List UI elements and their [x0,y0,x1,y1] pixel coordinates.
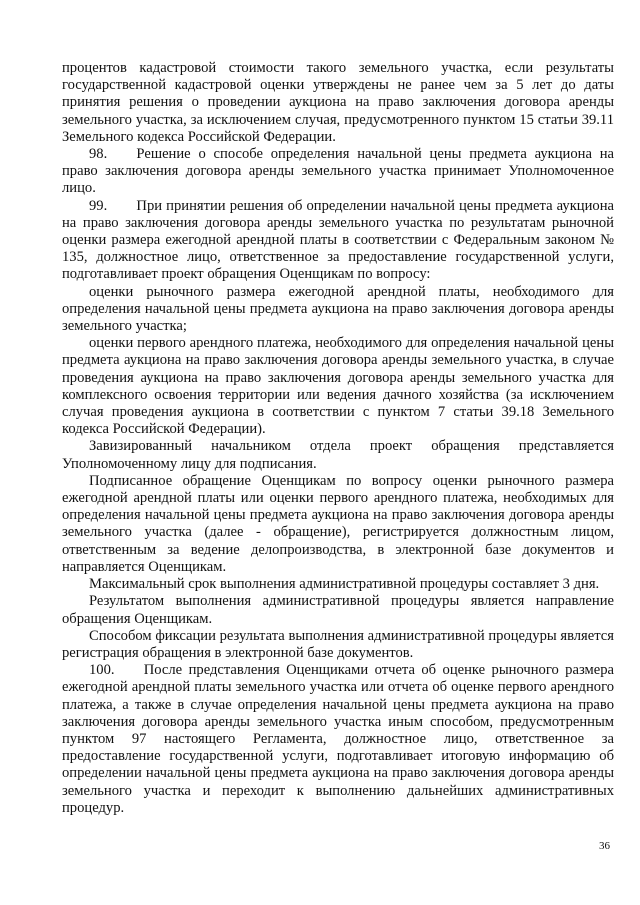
paragraph-99: 99. При принятии решения об определении начальной цены предмета аукциона на право заключения договора аренды земельного участка по результатам рыночной оценки размера ежегодной арендной платы в соответствии с Федеральным законом № 135, должностное лицо, ответственное за предоставление государственной услуги, подготавливает проект обращения Оценщикам по вопросу: [62,197,614,283]
paragraph: Способом фиксации результата выполнения административной процедуры является регистрация обращения в электронной базе документов. [62,627,614,661]
page-number: 36 [599,840,610,852]
paragraph-100: 100. После представления Оценщиками отчета об оценке рыночного размера ежегодной арендной платы земельного участка или отчета об оценке первого арендного платежа, а также в случае определения начальной цены предмета аукциона на право заключения договора аренды земельного участка иным способом, предусмотренным пунктом 97 настоящего Регламента, должностное лицо, ответственное за предоставление государственной услуги, подготавливает итоговую информацию об определении начальной цены предмета аукциона на право заключения договора аренды земельного участка и переходит к выполнению дальнейших административных процедур. [62,662,614,816]
paragraph-98: 98. Решение о способе определения начальной цены предмета аукциона на право заключения договора аренды земельного участка принимает Уполномоченное лицо. [62,146,614,197]
paragraph: Результатом выполнения административной процедуры является направление обращения Оценщикам. [62,593,614,627]
paragraph: процентов кадастровой стоимости такого земельного участка, если результаты государственной кадастровой оценки утверждены не ранее чем за 5 лет до даты принятия решения о проведении аукциона на право заключения договора аренды земельного участка, за исключением случая, предусмотренного пунктом 15 статьи 39.11 Земельного кодекса Российской Федерации. [62,60,614,145]
paragraph: оценки рыночного размера ежегодной арендной платы, необходимого для определения начальной цены предмета аукциона на право заключения договора аренды земельного участка; [62,283,614,335]
paragraph: оценки первого арендного платежа, необходимого для определения начальной цены предмета аукциона на право заключения договора аренды земельного участка, в случае проведения аукциона на право заключения договора аренды земельного участка для комплексного освоения территории или ведения дачного хозяйства (за исключением случая проведения аукциона в соответствии с пунктом 7 статьи 39.18 Земельного кодекса Российской Федерации). [62,335,614,438]
document-body [62,60,614,817]
paragraph: Максимальный срок выполнения административной процедуры составляет 3 дня. [89,576,600,593]
paragraph: Завизированный начальником отдела проект обращения представляется Уполномоченному лицу для подписания. [62,438,614,472]
paragraph: Подписанное обращение Оценщикам по вопросу оценки рыночного размера ежегодной арендной платы или оценки первого арендного платежа, необходимых для определения начальной цены предмета аукциона на право заключения договора аренды земельного участка (далее - обращение), регистрируется должностным лицом, ответственным за ведение делопроизводства, в электронной базе документов и направляется Оценщикам. [62,472,614,575]
